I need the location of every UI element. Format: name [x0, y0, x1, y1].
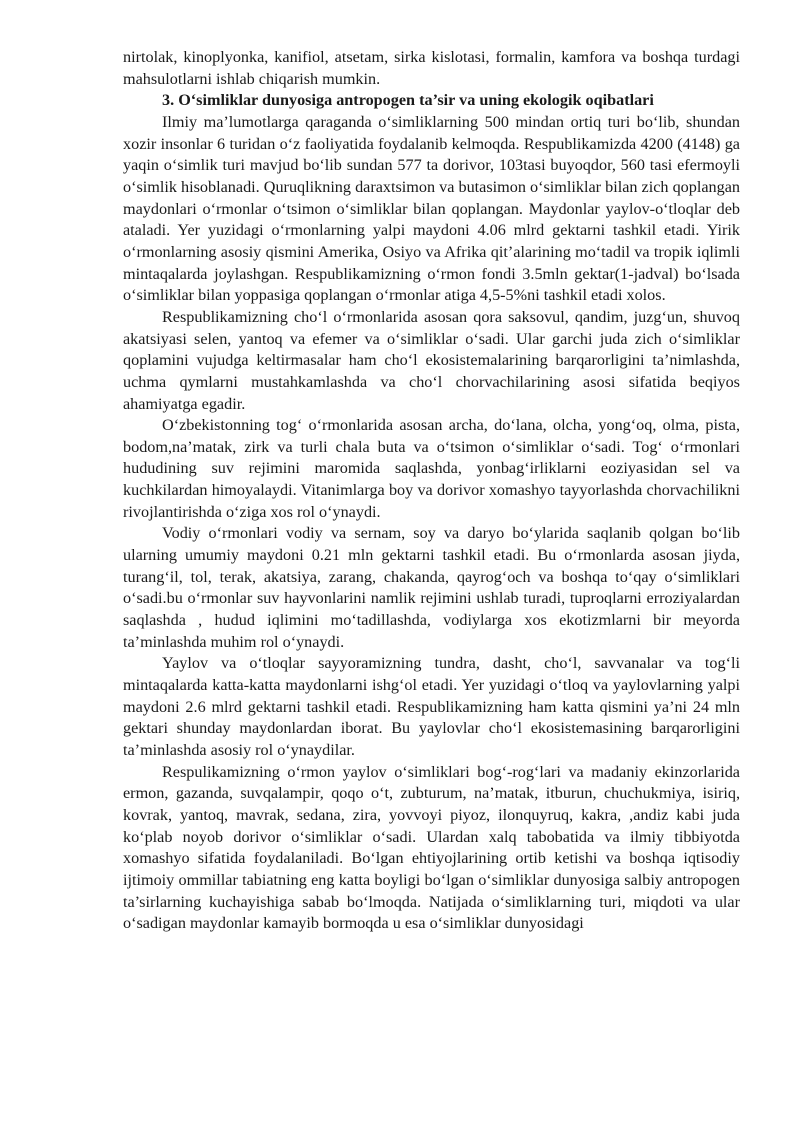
- paragraph-plant-species: Ilmiy ma’lumotlarga qaraganda o‘simliklarning 500 mindan ortiq turi bo‘lib, shundan xozir insonlar 6 turidan o‘z faoliyatida foydalanib kelmoqda. Respublikamizda 4200 (4148) ga yaqin o‘simlik turi mavjud bo‘lib sundan 577 ta dorivor, 103tasi buyoqdor, 560 tasi efermoyli o‘simlik hisoblanadi. Quruqlikning daraxtsimon va butasimon o‘simliklar bilan zich qoplangan maydonlari o‘rmonlar o‘tsimon o‘simliklar bilan qoplangan. Maydonlar yaylov-o‘tloqlar deb ataladi. Yer yuzidagi o‘rmonlarning yalpi maydoni 4.06 mlrd gektarni tashkil etadi. Yirik o‘rmonlarning asosiy qismini Amerika, Osiyo va Afrika qit’alarining mo‘tadil va tropik iqlimli mintaqalarda joylashgan. Respublikamizning o‘rmon fondi 3.5mln gektar(1-jadval) bo‘lsada o‘simliklar bilan yoppasiga qoplangan o‘rmonlar atiga 4,5-5%ni tashkil etadi xolos.: [123, 112, 740, 305]
- paragraph-desert-forests: Respublikamizning cho‘l o‘rmonlarida asosan qora saksovul, qandim, juzg‘un, shuvoq akatsiyasi selen, yantoq va efemer va o‘simliklar o‘sadi. Ular garchi juda zich o‘simliklar qoplamini vujudga keltirmasalar ham cho‘l ekosistemalarining barqarorligini ta’nimlashda, uchma qymlarni mustahkamlashda va cho‘l chorvachilarining asosi sifatida beqiyos ahamiyatga egadir.: [123, 307, 740, 413]
- paragraph-valley-forests: Vodiy o‘rmonlari vodiy va sernam, soy va daryo bo‘ylarida saqlanib qolgan bo‘lib ularning umumiy maydoni 0.21 mln gektarni tashkil etadi. Bu o‘rmonlarda asosan jiyda, turang‘il, tol, terak, akatsiya, zarang, chakanda, qayrog‘och va boshqa to‘qay o‘simliklari o‘sadi.bu o‘rmonlar suv hayvonlarini namlik rejimini ushlab turadi, tuproqlarni erroziyalardan saqlashda , hudud iqlimini mo‘tadillashda, vodiylarga xos ekotizmlarni bir meyorda ta’minlashda muhim rol o‘ynaydi.: [123, 524, 740, 651]
- document-body: [123, 47, 740, 935]
- section-heading: 3. O‘simliklar dunyosiga antropogen ta’sir va uning ekologik oqibatlari: [162, 91, 654, 110]
- paragraph-mountain-forests: O‘zbekistonning tog‘ o‘rmonlarida asosan archa, do‘lana, olcha, yong‘oq, olma, pista, bodom,na’matak, zirk va turli chala buta va o‘tsimon o‘simliklar o‘sadi. Tog‘ o‘rmonlari hududining suv rejimini maromida saqlashda, yonbag‘irliklarni eoziyasidan sel va kuchkilardan himoyalaydi. Vitanimlarga boy va dorivor xomashyo tayyorlashda chorvachilikni rivojlantirishda o‘ziga xos rol o‘ynaydi.: [123, 416, 740, 521]
- paragraph-continuation: nirtolak, kinoplyonka, kanifiol, atsetam, sirka kislotasi, formalin, kamfora va boshqa turdagi mahsulotlarni ishlab chiqarish mumkin.: [123, 48, 740, 88]
- paragraph-pastures-meadows: Yaylov va o‘tloqlar sayyoramizning tundra, dasht, cho‘l, savvanalar va tog‘li mintaqalarda katta-katta maydonlarni ishg‘ol etadi. Yer yuzidagi o‘tloq va yaylovlarning yalpi maydoni 2.6 mlrd gektarni tashkil etadi. Respublikamizning ham katta qismini ya’ni 24 mln gektari shunday maydonlardan iborat. Bu yaylovlar cho‘l ekosistemasining barqarorligini ta’minlashda asosiy rol o‘ynaydilar.: [123, 654, 740, 759]
- paragraph-medicinal-plants: Respulikamizning o‘rmon yaylov o‘simliklari bog‘-rog‘lari va madaniy ekinzorlarida ermon, gazanda, suvqalampir, qoqo o‘t, zubturum, na’matak, itburun, chuchukmiya, isiriq, kovrak, yantoq, mavrak, sedana, zira, yovvoyi piyoz, ilonquyruq, kakra, ,andiz kabi juda ko‘plab noyob dorivor o‘simliklar o‘sadi. Ulardan xalq tabobatida va ilmiy tibbiyotda xomashyo sifatida foydalaniladi. Bo‘lgan ehtiyojlarining ortib ketishi va boshqa iqtisodiy ijtimoiy ommillar tabiatning eng katta boyligi bo‘lgan o‘simliklar dunyosiga salbiy antropogen ta’sirlarning kuchayishiga sabab bo‘lmoqda. Natijada o‘simliklarning turi, miqdoti va ular o‘sadigan maydonlar kamayib bormoqda u esa o‘simliklar dunyosidagi: [123, 762, 740, 933]
